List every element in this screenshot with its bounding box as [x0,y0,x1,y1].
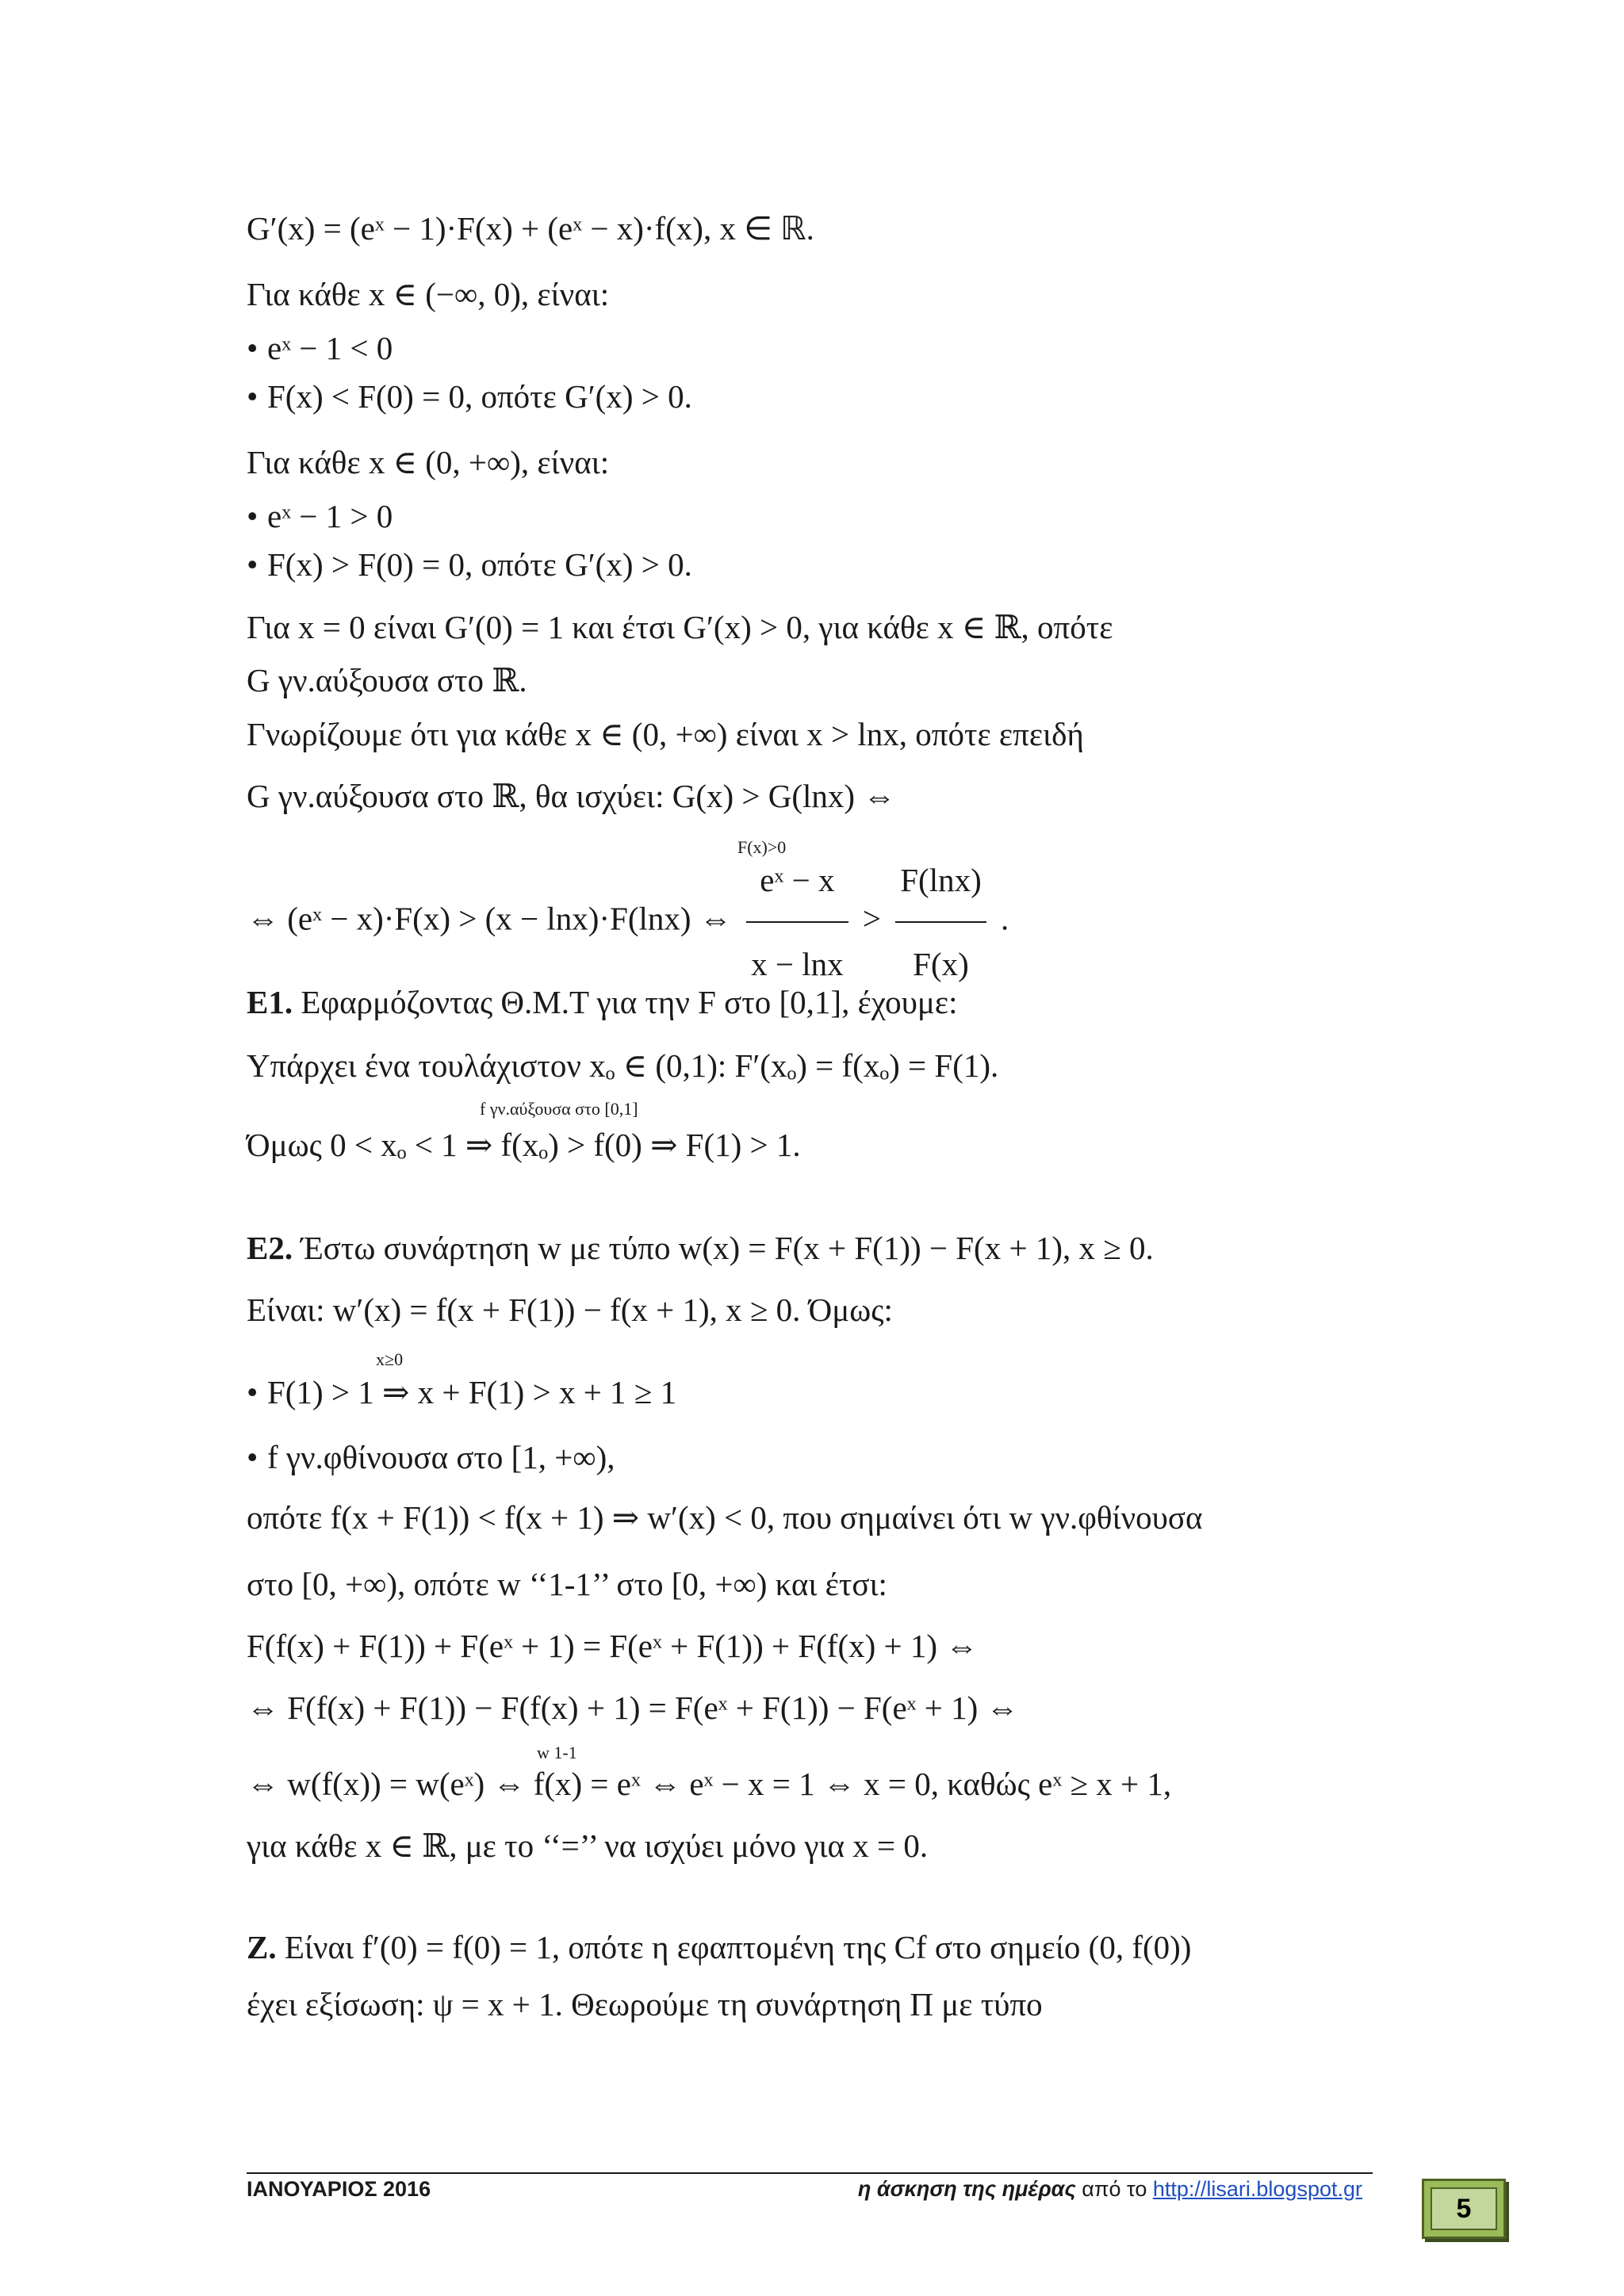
footer-source: η άσκηση της ημέρας από το http://lisari.blogspot.gr [857,2177,1362,2201]
bullet-icon: • [247,546,259,583]
fraction-left: $\frac{\text{eˣ − x}}{x - \ln x}$ [746,840,848,1004]
implication-condition: x≥0 [376,1349,404,1369]
bullet-item: • eˣ − 1 > 0 [247,496,393,537]
section-label: Ε1. [247,984,293,1020]
line-w-one-to-one: στο [0, +∞), οπότε w ‘‘1-1’’ στο [0, +∞) και έτσι: [247,1566,887,1602]
page-number-badge [1422,2179,1506,2239]
bullet-icon: • [247,330,259,366]
bullet-icon: • [247,498,259,534]
line-tangent: έχει εξίσωση: ψ = x + 1. Θεωρούμε τη συνάρτηση Π με τύπο [247,1986,1043,2022]
section-label: Ε2. [247,1230,293,1266]
line-case-negative: Για κάθε x ∈ (−∞, 0), είναι: [247,276,610,312]
line-equation-1: F(f(x) + F(1)) + F(eˣ + 1) = F(eˣ + F(1)) + F(f(x) + 1) ⇔ [247,1628,979,1664]
bullet-icon: • [247,378,259,415]
line-equation-2: ⇔ F(f(x) + F(1)) − F(f(x) + 1) = F(eˣ + F(1)) − F(eˣ + 1) ⇔ [247,1689,1019,1726]
line-conclusion: Για x = 0 είναι G′(0) = 1 και έτσι G′(x) > 0, για κάθε x ∈ ℝ, οπότε [247,609,1113,645]
line-w-decreasing: οπότε f(x + F(1)) < f(x + 1) ⇒ w′(x) < 0, που σημαίνει ότι w γν.φθίνουσα [247,1499,1203,1536]
section-z-intro: Ζ. Είναι f′(0) = f(0) = 1, οπότε η εφαπτομένη της Cf στο σημείο (0, f(0)) [247,1929,1192,1965]
line-known: Γνωρίζουμε ότι για κάθε x ∈ (0, +∞) είναι x > lnx, οπότε επειδή [247,716,1084,752]
line-G-ineq: G γν.αύξουσα στο ℝ, θα ισχύει: G(x) > G(lnx) ⇔ [247,778,896,814]
bullet-icon: • [247,1439,259,1475]
line-G-increasing: G γν.αύξουσα στο ℝ. [247,662,527,698]
bullet-item: • F(x) < F(0) = 0, οπότε G′(x) > 0. [247,376,692,417]
footer-date: ΙΑΝΟΥΑΡΙΟΣ 2016 [247,2177,431,2201]
bullet-item: • F(x) > F(0) = 0, οπότε G′(x) > 0. [247,544,692,585]
implication-condition: w 1-1 [537,1743,577,1762]
line-case-positive: Για κάθε x ∈ (0, +∞), είναι: [247,444,610,480]
bullet-item: • F(1) > 1 ⇒ x + F(1) > x + 1 ≥ 1 [247,1372,676,1413]
line-derivative-G: G′(x) = (eˣ − 1)·F(x) + (eˣ − x)·f(x), x ∈ ℝ. [247,210,814,247]
bullet-icon: • [247,1374,259,1410]
implication-condition: f γν.αύξουσα στο [0,1] [480,1099,638,1119]
section-e1-intro: Ε1. Εφαρμόζοντας Θ.Μ.Τ για την F στο [0,1], έχουμε: [247,984,958,1020]
line-e1-conclusion: Όμως 0 < xₒ < 1 ⇒ f(xₒ) > f(0) ⇒ F(1) > 1. [247,1127,801,1163]
section-label: Ζ. [247,1929,277,1965]
line-w-derivative: Είναι: w′(x) = f(x + F(1)) − f(x + 1), x ≥ 0. Όμως: [247,1292,893,1328]
bullet-item: • f γν.φθίνουσα στο [1, +∞), [247,1437,615,1478]
section-e2-intro: Ε2. Έστω συνάρτηση w με τύπο w(x) = F(x + F(1)) − F(x + 1), x ≥ 0. [247,1230,1154,1266]
bullet-item: • eˣ − 1 < 0 [247,327,393,369]
fraction-right: $\frac{F(\ln x)}{F(x)}$ [895,840,986,1004]
blog-link[interactable]: http://lisari.blogspot.gr [1152,2177,1362,2201]
implication-condition: F(x)>0 [737,837,787,857]
page-number: 5 [1431,2187,1497,2230]
line-mvt: Υπάρχει ένα τουλάχιστον xₒ ∈ (0,1): F′(xₒ) = f(xₒ) = F(1). [247,1047,999,1084]
line-fraction-ineq: ⇔ (eˣ − x)·F(x) > (x − lnx)·F(lnx) ⇔ $\frac{\text{eˣ − x}}{x - \ln x}$ > $\frac{F(\ln x)}{F(x)}$ . [247,840,1009,1004]
line-equation-3: ⇔ w(f(x)) = w(eˣ) ⇔ f(x) = eˣ ⇔ eˣ − x = 1 ⇔ x = 0, καθώς eˣ ≥ x + 1, [247,1766,1172,1802]
line-equality-note: για κάθε x ∈ ℝ, με το ‘‘=’’ να ισχύει μόνο για x = 0. [247,1827,929,1864]
footer-divider [247,2172,1373,2174]
